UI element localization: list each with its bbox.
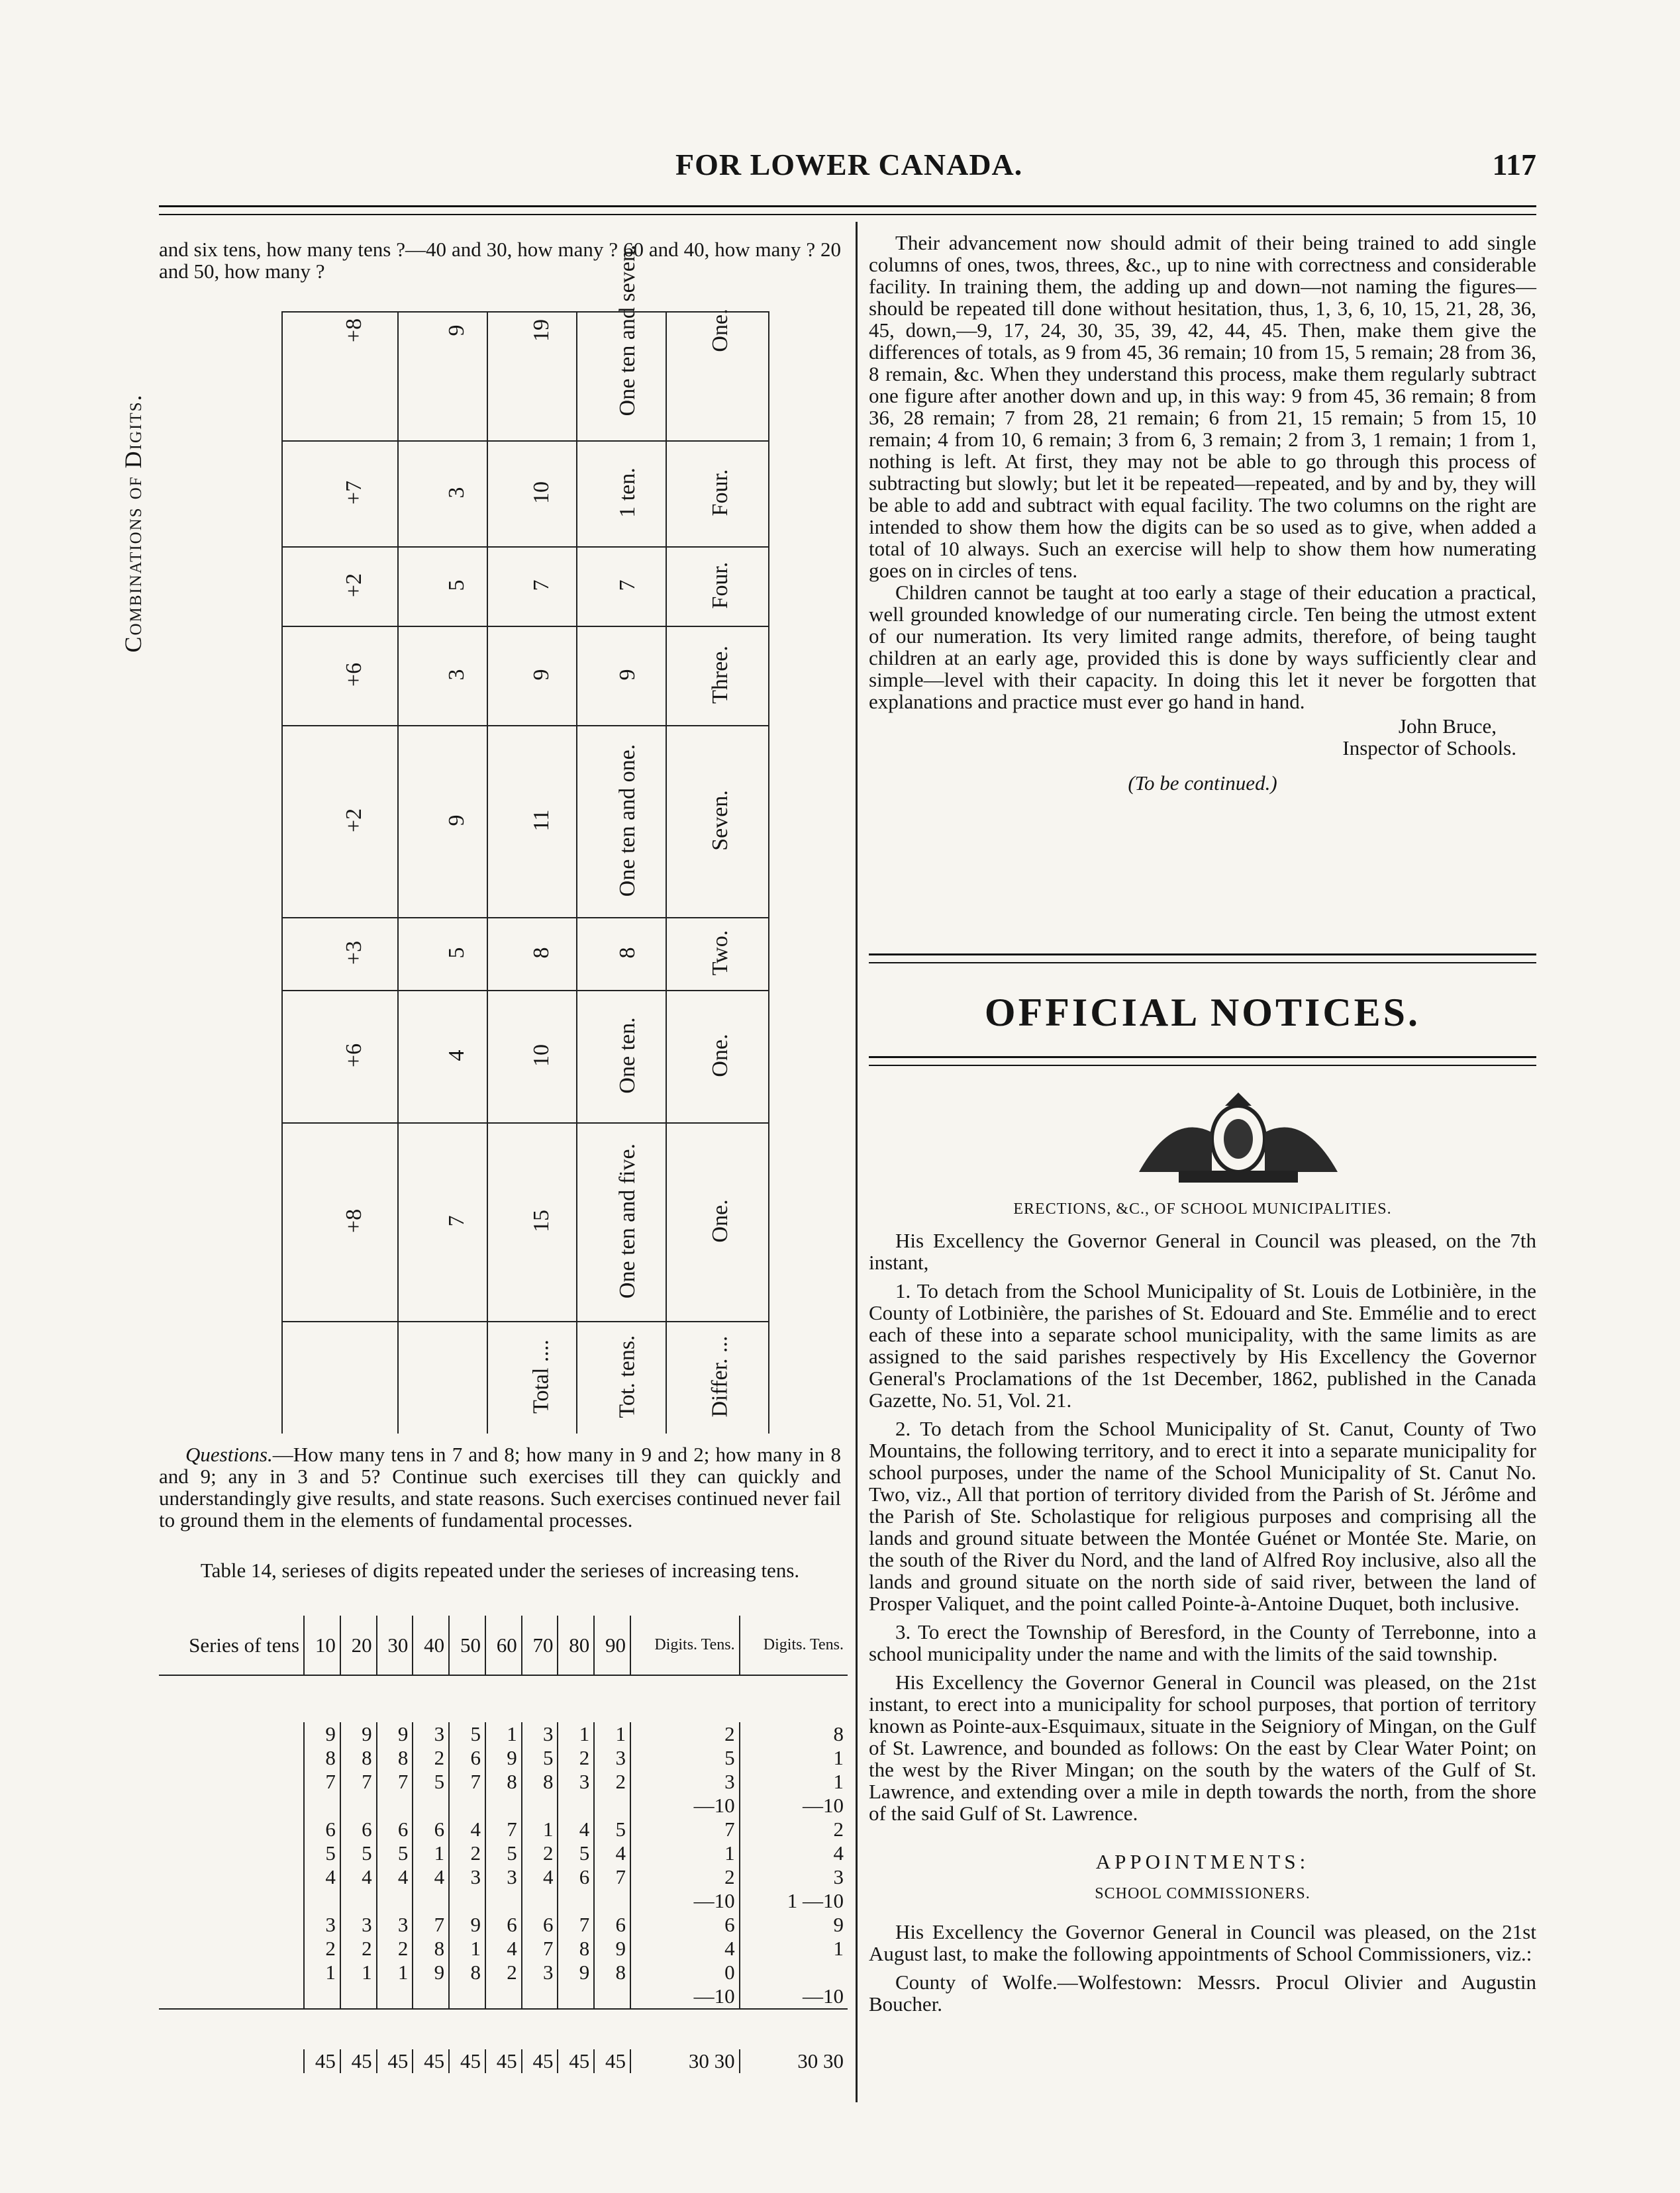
table-cell: 9 — [833, 1913, 844, 1936]
table-cell — [159, 1961, 304, 1984]
table-cell: 5 — [444, 947, 469, 959]
table-cell — [594, 1889, 630, 1913]
table-cell: 3 — [522, 1961, 558, 1984]
table-cell — [485, 1889, 522, 1913]
table-cell: 8 — [594, 1961, 630, 1984]
table-cell: 2 — [558, 1746, 594, 1770]
table-rule — [159, 1675, 848, 1722]
table-cell: 9 — [340, 1722, 377, 1746]
total-cell: 45 — [522, 2049, 558, 2073]
commissioners-heading: SCHOOL COMMISSIONERS. — [1095, 1885, 1310, 1902]
table-cell: 1 — [304, 1961, 340, 1984]
notice-1: His Excellency the Governor General in Council was pleased, on the 7th instant, — [869, 1229, 1536, 1274]
table-cell: 9 — [444, 324, 469, 336]
table-cell: 3 — [444, 487, 469, 499]
table-rule — [768, 311, 769, 1434]
table-cell: 2 — [413, 1746, 449, 1770]
table-cell: 8 — [528, 947, 554, 959]
table-cell — [159, 1841, 304, 1865]
table-cell: 7 — [449, 1770, 485, 1794]
table-cell: 4 — [449, 1818, 485, 1841]
table-cell — [159, 1984, 304, 2009]
table-cell: 1 — [594, 1722, 630, 1746]
children-paragraph: Children cannot be taught at too early a stage of their education a practical, well grounded knowledge of our numerating circle. Ten being the utmost extent of our numeration. Its very limited range admits, therefore, of being taught children at an early age, provided this is done by ways sufficiently clear and simple—level with their capacity. In doing this let it never be forgotten that explanations and practice must ever go hand in hand. — [869, 581, 1536, 713]
row-label-cell: Series of tens — [159, 1616, 304, 1675]
table-cell: 0 — [630, 1961, 740, 1984]
table-cell: 6 — [630, 1913, 740, 1937]
table-cell: 9 — [528, 669, 554, 681]
table-row — [159, 1865, 848, 1889]
table-cell: 9 — [594, 1937, 630, 1961]
table-cell — [340, 1794, 377, 1818]
sum-cell: 1 —10 — [787, 1889, 844, 1912]
table-cell: 3 — [558, 1770, 594, 1794]
table-cell: 8 — [413, 1937, 449, 1961]
table-cell: +8 — [342, 318, 366, 343]
table-row — [159, 1722, 848, 1746]
table-cell: 3 — [444, 669, 469, 681]
table-rule — [576, 311, 577, 1434]
table-cell: 1 — [833, 1770, 844, 1793]
table-cell: Seven. — [707, 790, 732, 851]
table-cell: 7 — [304, 1770, 340, 1794]
table-cell: 15 — [528, 1210, 554, 1232]
table-cell: +8 — [342, 1208, 366, 1234]
total-cell: 45 — [449, 2049, 485, 2073]
table-cell — [377, 1794, 413, 1818]
notices-text — [869, 1198, 1536, 2015]
table-cell: 7 — [594, 1865, 630, 1889]
signer-name: John Bruce, — [1398, 714, 1497, 738]
column-header: 70 — [522, 1616, 558, 1675]
total-cell: 45 — [594, 2049, 630, 2073]
table-cell: 5 — [413, 1770, 449, 1794]
table-rule — [281, 1321, 768, 1322]
notice-2: 1. To detach from the School Municipality of St. Louis de Lotbinière, in the County of Lotbinière, the parishes of St. Edouard and Ste. Emmélie and to erect each of these into a separate school municipality, with the same limits as are assigned to the said parishes respectively by His Excellency the Governor General's Proclamations of the 1st December, 1862, published in the Canada Gazette, No. 51, Vol. 21. — [869, 1279, 1536, 1412]
table-cell: One ten and seven. — [615, 244, 640, 416]
table-cell: 1 — [377, 1961, 413, 1984]
table-cell — [594, 1984, 630, 2009]
table-cell: 4 — [413, 1865, 449, 1889]
table-cell — [413, 1889, 449, 1913]
table-cell — [558, 1984, 594, 2009]
total-cell: 30 30 — [630, 2049, 740, 2073]
table-cell — [449, 1889, 485, 1913]
table-cell: 8 — [340, 1746, 377, 1770]
total-cell: 45 — [558, 2049, 594, 2073]
table-cell: +7 — [342, 480, 366, 505]
table-cell: 6 — [340, 1818, 377, 1841]
table-cell — [304, 1794, 340, 1818]
table-cell: 9 — [615, 669, 640, 681]
running-head: FOR LOWER CANADA. — [675, 148, 1023, 181]
table-rule — [159, 2009, 848, 2049]
table-cell: 4 — [594, 1841, 630, 1865]
table-cell: 7 — [485, 1818, 522, 1841]
table-row — [159, 1889, 848, 1913]
table-row — [159, 1913, 848, 1937]
table-cell: 2 — [833, 1818, 844, 1841]
table-cell: 3 — [833, 1865, 844, 1888]
table-cell: 1 — [522, 1818, 558, 1841]
table-rule — [281, 440, 768, 442]
table-cell: 8 — [558, 1937, 594, 1961]
table-cell: 4 — [304, 1865, 340, 1889]
table-cell — [340, 1889, 377, 1913]
table-cell — [449, 1794, 485, 1818]
sum-cell: —10 — [630, 1984, 740, 2009]
left-intro: and six tens, how many tens ?—40 and 30, how many ? 60 and 40, how many ? 20 and 50, how many ? — [159, 238, 841, 283]
table-cell — [304, 1889, 340, 1913]
table-cell — [594, 1794, 630, 1818]
table-cell: 3 — [594, 1746, 630, 1770]
table-cell — [377, 1889, 413, 1913]
table-cell: +2 — [342, 808, 366, 833]
table-row — [159, 1794, 848, 1818]
table-cell — [413, 1984, 449, 2009]
table-cell: +2 — [342, 573, 366, 598]
table-cell: 8 — [485, 1770, 522, 1794]
table-cell: 3 — [304, 1913, 340, 1937]
total-cell: 45 — [377, 2049, 413, 2073]
table-cell: 9 — [413, 1961, 449, 1984]
table-cell: 8 — [449, 1961, 485, 1984]
table-cell — [485, 1984, 522, 2009]
table-cell: Four. — [707, 561, 732, 609]
table-cell: 4 — [522, 1865, 558, 1889]
table-row — [159, 1984, 848, 2009]
table-rule — [397, 311, 399, 1434]
table-cell: One. — [707, 1034, 732, 1077]
section-rule-2 — [869, 1056, 1536, 1066]
sum-cell: —10 — [630, 1889, 740, 1913]
total-cell: 45 — [485, 2049, 522, 2073]
table-cell — [159, 1818, 304, 1841]
column-header: 10 — [304, 1616, 340, 1675]
table-cell: 1 — [449, 1937, 485, 1961]
digits-tens-header: Digits. Tens. — [630, 1616, 740, 1675]
table-cell: 4 — [558, 1818, 594, 1841]
table-cell: 7 — [413, 1913, 449, 1937]
column-header: 60 — [485, 1616, 522, 1675]
table-cell: 8 — [522, 1770, 558, 1794]
table-cell: 1 — [413, 1841, 449, 1865]
table-cell: 5 — [594, 1818, 630, 1841]
table-cell: 7 — [340, 1770, 377, 1794]
table-cell: 2 — [485, 1961, 522, 1984]
column-divider — [856, 222, 858, 2102]
table-cell: 1 — [485, 1722, 522, 1746]
to-be-continued: (To be continued.) — [1128, 771, 1277, 795]
table-row — [159, 1841, 848, 1865]
table-cell — [522, 1984, 558, 2009]
totals-row — [159, 2049, 848, 2073]
table-cell — [159, 1865, 304, 1889]
table-cell: 7 — [444, 1215, 469, 1227]
table-cell: 7 — [522, 1937, 558, 1961]
official-notices-title: OFFICIAL NOTICES. — [984, 991, 1421, 1034]
table-cell: One. — [707, 1199, 732, 1243]
questions-paragraph: Questions.—How many tens in 7 and 8; how many in 9 and 2; how many in 8 and 9; any in 3 and 5? Continue such exercises till they can quickly and understandingly give results, and state reasons. Such exercises continued never fail to ground them in the elements of fundamental processes. — [159, 1443, 841, 1532]
notice-7: County of Wolfe.—Wolfestown: Messrs. Procul Olivier and Augustin Boucher. — [869, 1971, 1536, 2016]
page-header — [159, 147, 1536, 193]
table-cell — [159, 1746, 304, 1770]
table-cell: 1 — [833, 1937, 844, 1960]
table-rule — [281, 1122, 768, 1124]
table-rule — [281, 990, 768, 991]
table-cell: 4 — [340, 1865, 377, 1889]
table-cell — [159, 2049, 304, 2073]
table-rule — [281, 546, 768, 548]
table-cell: 6 — [304, 1818, 340, 1841]
table-cell: 4 — [485, 1937, 522, 1961]
table-cell — [740, 1961, 848, 1984]
table-cell: 4 — [630, 1937, 740, 1961]
table-cell — [340, 1984, 377, 2009]
table-cell: 3 — [413, 1722, 449, 1746]
table-cell: 6 — [522, 1913, 558, 1937]
table-cell: 8 — [833, 1722, 844, 1745]
table-cell: 6 — [558, 1865, 594, 1889]
table-cell: 1 — [833, 1746, 844, 1769]
table-cell: 7 — [630, 1818, 740, 1841]
signer-title: Inspector of Schools. — [1342, 736, 1516, 759]
sum-cell: —10 — [803, 1984, 844, 2008]
table-rule — [281, 626, 768, 627]
table-cell: One ten and five. — [615, 1143, 640, 1299]
table-rule — [281, 725, 768, 726]
table-cell: Four. — [707, 469, 732, 516]
row-label: Tot. tens. — [615, 1335, 640, 1418]
table-cell: 5 — [449, 1722, 485, 1746]
page-number: 117 — [1492, 148, 1536, 181]
table-cell: 3 — [449, 1865, 485, 1889]
table-cell: 3 — [340, 1913, 377, 1937]
table-cell: One. — [707, 309, 732, 352]
table-cell — [159, 1794, 304, 1818]
table-cell — [159, 1889, 304, 1913]
table-cell: 5 — [340, 1841, 377, 1865]
notice-6: His Excellency the Governor General in Council was pleased, on the 21st August last, to make the following appointments of School Commissioners, viz.: — [869, 1920, 1536, 1965]
table-cell: 3 — [630, 1770, 740, 1794]
notice-5: His Excellency the Governor General in Council was pleased, on the 21st instant, to erect into a municipality for school purposes, that portion of territory known as Pointe-aux-Esquimaux, situate in the Seigniory of Mingan, on the Gulf of St. Lawrence, and bounded as follows: On the east by Clear Water Point; on the west by the River Mingan; on the south by the waters of the Gulf of St. Lawrence, and extending over a mile in depth towards the north, from the shore of the said Gulf of St. Lawrence. — [869, 1671, 1536, 1825]
table-cell: 2 — [340, 1937, 377, 1961]
table-cell — [522, 1794, 558, 1818]
table-cell: 6 — [485, 1913, 522, 1937]
table-cell: 6 — [449, 1746, 485, 1770]
table-cell: 7 — [615, 579, 640, 591]
table-row — [159, 1746, 848, 1770]
column-header: 20 — [340, 1616, 377, 1675]
table-cell: 1 ten. — [615, 467, 640, 518]
table-14 — [159, 1616, 848, 2073]
table-cell — [449, 1984, 485, 2009]
table-rule — [281, 311, 768, 313]
sum-cell: —10 — [630, 1794, 740, 1818]
appointments-heading: APPOINTMENTS: — [1095, 1850, 1310, 1873]
sum-cell: —10 — [803, 1794, 844, 1817]
table-cell: 2 — [377, 1937, 413, 1961]
right-column-text — [869, 232, 1536, 794]
table-cell: 9 — [444, 814, 469, 826]
table-cell: 2 — [630, 1722, 740, 1746]
table-cell: 6 — [377, 1818, 413, 1841]
table-rule — [281, 311, 283, 1434]
table-cell: 1 — [558, 1722, 594, 1746]
royal-arms-emblem — [1099, 1093, 1377, 1192]
table-cell: 4 — [833, 1841, 844, 1865]
table-cell: 8 — [377, 1746, 413, 1770]
table-header-row — [159, 1616, 848, 1675]
table-rule — [666, 311, 667, 1434]
table-cell: 3 — [522, 1722, 558, 1746]
table-cell: 9 — [485, 1746, 522, 1770]
table-cell: 3 — [377, 1913, 413, 1937]
table-cell: +6 — [342, 1043, 366, 1068]
table-cell — [304, 1984, 340, 2009]
total-cell: 45 — [340, 2049, 377, 2073]
table-cell: 10 — [528, 481, 554, 504]
table-row — [159, 1818, 848, 1841]
table-cell: Two. — [707, 930, 732, 976]
table-cell: One ten and one. — [615, 744, 640, 897]
table-cell — [558, 1794, 594, 1818]
total-cell: 30 30 — [797, 2049, 844, 2072]
table-cell — [159, 1913, 304, 1937]
table-cell: 2 — [630, 1865, 740, 1889]
erections-heading: ERECTIONS, &C., OF SCHOOL MUNICIPALITIES. — [1013, 1200, 1392, 1218]
total-cell: 45 — [304, 2049, 340, 2073]
table-cell: 6 — [413, 1818, 449, 1841]
column-header: 90 — [594, 1616, 630, 1675]
table-row — [159, 1937, 848, 1961]
table-cell: 11 — [528, 809, 554, 832]
table-cell: 10 — [528, 1044, 554, 1067]
table-cell: 2 — [449, 1841, 485, 1865]
table-row — [159, 1770, 848, 1794]
column-header: 40 — [413, 1616, 449, 1675]
advancement-paragraph: Their advancement now should admit of their being trained to add single columns of ones, twos, threes, &c., up to nine with correctness and considerable facility. In training them, the adding up and down—not naming the figures—should be repeated till done without hesitation, thus, 1, 3, 6, 10, 15, 21, 28, 36, 45, down,—9, 17, 24, 30, 35, 39, 42, 44, 45. Then, make them give the differences of totals, as 9 from 45, 36 remain; 10 from 15, 5 remain; 28 from 36, 8 remain, &c. When they understand this process, make them regularly subtract one figure after another down and up, in this way: 9 from 45, 36 remain; 8 from 36, 28 remain; 7 from 28, 21 remain; 6 from 21, 15 remain; 5 from 15, 10 remain; 4 from 10, 6 remain; 3 from 6, 3 remain; 2 from 3, 1 remain; 1 from 1, nothing is left. At first, they may not be able to go through this process of subtracting but slowly; but let it be repeated—repeated, and by and by, they will be able to add and subtract with equal facility. The two columns on the right are intended to show them how the digits can be so used as to give, when added a total of 10 always. Such an exercise will help to show them how numerating goes on in circles of tens. — [869, 231, 1536, 582]
table-cell — [159, 1937, 304, 1961]
table-cell: 4 — [377, 1865, 413, 1889]
table-cell: 7 — [528, 579, 554, 591]
table-cell: +3 — [342, 940, 366, 965]
table-cell: 2 — [594, 1770, 630, 1794]
table-cell: 2 — [522, 1841, 558, 1865]
table-cell: 9 — [377, 1722, 413, 1746]
column-header: 80 — [558, 1616, 594, 1675]
table-cell: 5 — [558, 1841, 594, 1865]
table-cell: One ten. — [615, 1017, 640, 1094]
column-header: 50 — [449, 1616, 485, 1675]
digit-table-title: Combinations of Digits. — [120, 393, 146, 653]
section-rule — [869, 953, 1536, 963]
table-cell — [558, 1889, 594, 1913]
table-cell: 5 — [377, 1841, 413, 1865]
row-label: Differ. ... — [707, 1336, 732, 1418]
table-row — [159, 1961, 848, 1984]
table-cell: 9 — [304, 1722, 340, 1746]
row-label: Total .... — [528, 1340, 554, 1414]
table-cell — [522, 1889, 558, 1913]
notice-4: 3. To erect the Township of Beresford, in the County of Terrebonne, into a school municipality under the name and with the limits of the said township. — [869, 1620, 1536, 1665]
table-cell — [377, 1984, 413, 2009]
table-cell — [159, 1722, 304, 1746]
table-cell: +6 — [342, 662, 366, 687]
table-cell: 9 — [449, 1913, 485, 1937]
digits-tens-header: Digits. Tens. — [763, 1636, 844, 1653]
table-rule — [281, 917, 768, 918]
table-cell: 19 — [528, 319, 554, 342]
table-cell — [413, 1794, 449, 1818]
table-cell: 5 — [444, 579, 469, 591]
table-cell: 8 — [304, 1746, 340, 1770]
table-cell: 8 — [615, 947, 640, 959]
table-cell: 1 — [630, 1841, 740, 1865]
table-cell: 5 — [630, 1746, 740, 1770]
table-cell: 5 — [304, 1841, 340, 1865]
table-cell: 6 — [594, 1913, 630, 1937]
table-cell: 9 — [558, 1961, 594, 1984]
table-cell: 1 — [340, 1961, 377, 1984]
header-rule — [159, 205, 1536, 215]
table-cell: 3 — [485, 1865, 522, 1889]
table-cell — [485, 1794, 522, 1818]
table-cell: 5 — [485, 1841, 522, 1865]
column-header: 30 — [377, 1616, 413, 1675]
table-cell: Three. — [707, 646, 732, 704]
table-cell: 7 — [377, 1770, 413, 1794]
table-cell — [159, 1770, 304, 1794]
table-cell: 2 — [304, 1937, 340, 1961]
table-cell: 4 — [444, 1049, 469, 1061]
table-cell: 7 — [558, 1913, 594, 1937]
notice-3: 2. To detach from the School Municipality of St. Canut, County of Two Mountains, the following territory, and to erect it into a separate municipality for school purposes, under the name of the School Municipality of St. Canut No. Two, viz., All that portion of territory divided from the Parish of St. Jérôme and the Parish of Ste. Scholastique for religious purposes and comprising all the lands and ground situate between the Montée Guénet or Montée Ste. Marie, on the south of the River du Nord, and the land of Alfred Roy inclusive, also all the lands and ground situate on the north side of said river, between the land of Prosper Valiquet, and the point called Pointe-à-Antoine Duquet, both inclusive. — [869, 1417, 1536, 1615]
total-cell: 45 — [413, 2049, 449, 2073]
table14-caption: Table 14, serieses of digits repeated under the serieses of increasing tens. — [200, 1559, 800, 1582]
table-cell: 5 — [522, 1746, 558, 1770]
table-rule — [487, 311, 488, 1434]
